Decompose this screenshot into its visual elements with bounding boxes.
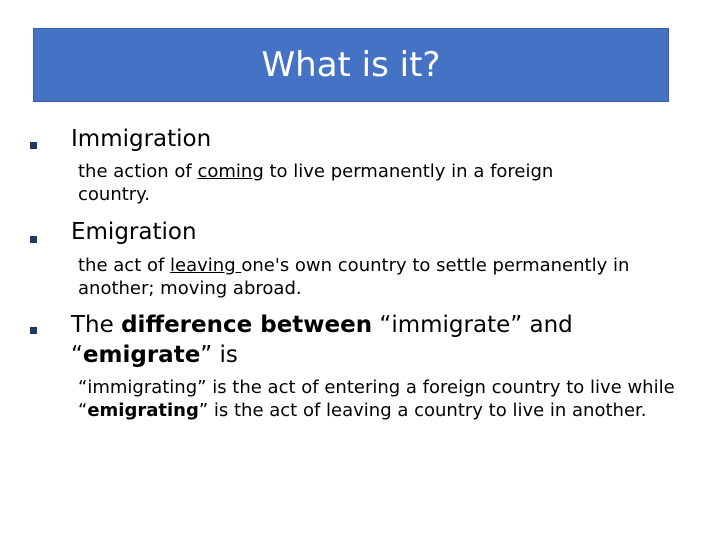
- bold-text: difference between: [121, 312, 373, 338]
- heading-text: The: [71, 312, 122, 338]
- definition-text: “immigrating” is the act of entering a foreign country to live while “: [78, 377, 675, 421]
- underlined-word: leaving: [170, 255, 242, 276]
- term-heading: [71, 310, 591, 370]
- term-definition: [78, 254, 668, 300]
- definition-text: the action of: [78, 161, 198, 182]
- bullet-square-icon: [30, 236, 37, 243]
- term-heading: Emigration: [71, 219, 197, 245]
- definition-text: to live permanently in a foreign country.: [78, 161, 554, 205]
- underlined-word: coming: [197, 161, 264, 182]
- term-definition: [78, 160, 598, 206]
- heading-text: ” is: [200, 342, 238, 368]
- definition-text: the act of: [78, 255, 171, 276]
- term-definition: [78, 376, 678, 422]
- bold-text: emigrate: [82, 342, 201, 368]
- bullet-square-icon: [30, 327, 37, 334]
- bold-text: emigrating: [87, 400, 199, 421]
- title-bar: [33, 28, 669, 102]
- definition-text: one's own country to settle permanently in another; moving abroad.: [78, 255, 630, 299]
- definition-text: ” is the act of leaving a country to live in another.: [198, 400, 647, 421]
- term-heading: Immigration: [71, 126, 212, 152]
- slide-title: What is it?: [261, 45, 441, 85]
- bullet-square-icon: [30, 142, 37, 149]
- heading-text: “immigrate” and “: [71, 312, 573, 368]
